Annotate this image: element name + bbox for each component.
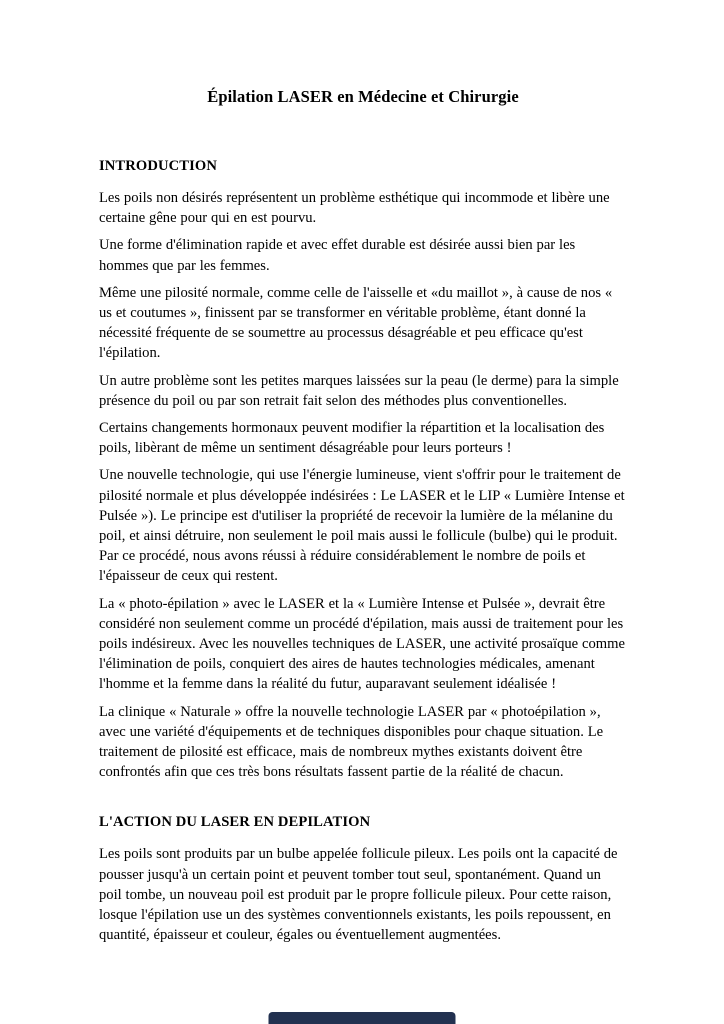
paragraph: Les poils sont produits par un bulbe appelée follicule pileux. Les poils ont la capacité de pousser jusqu'à un certain point et peuvent tomber tout seul, spontanément. Quand un poil tombe, un nouveau poil est produit par le propre follicule pileux. Pour cette raison, losque l'épilation use un des systèmes conventionnels existants, les poils repoussent, en quantité, épaisseur et couleur, égales ou éventuellement augmentées. — [99, 846, 618, 944]
paragraph: Même une pilosité normale, comme celle de l'aisselle et «du maillot », à cause de nos « us et coutumes », finissent par se transformer en véritable problème, étant donné la nécessité fréquente de se soumettre au processus désagréable et peu efficace qu'est l'épilation. — [99, 284, 613, 362]
scroll-indicator-thumb[interactable] — [269, 1012, 456, 1024]
paragraph: Une nouvelle technologie, qui use l'énergie lumineuse, vient s'offrir pour le traitement de pilosité normale et plus développée indésirées : Le LASER et le LIP « Lumière Intense et Pulsée »). Le principe est d'utiliser la propriété de recevoir la lumière de la mélanine du poil, et ainsi détruire, non seulement le poil mais aussi le follicule (bulbe) qui le produit. Par ce procédé, nous avons réussi à réduire considérablement le nombre de poils et l'épaisseur de ceux qui restent. — [99, 467, 625, 585]
section-heading: INTRODUCTION — [99, 158, 217, 174]
document-title: Épilation LASER en Médecine et Chirurgie — [207, 87, 519, 106]
section-laser-action — [99, 812, 627, 945]
section-introduction — [99, 156, 627, 782]
paragraph: Certains changements hormonaux peuvent modifier la répartition et la localisation des poils, libèrant de même un sentiment désagréable pour leurs porteurs ! — [99, 420, 605, 457]
section-heading: L'ACTION DU LASER EN DEPILATION — [99, 814, 371, 831]
paragraph: Un autre problème sont les petites marques laissées sur la peau (le derme) para la simple présence du poil ou par son retrait fait selon des méthodes plus conventionelles. — [99, 372, 619, 409]
paragraph: La clinique « Naturale » offre la nouvelle technologie LASER par « photoépilation », avec une variété d'équipements et de techniques disponibles pour chaque situation. Le traitement de pilosité est efficace, mais de nombreux mythes existants doivent être confrontés afin que ces très bons résultats fassent partie de la réalité de chacun. — [99, 703, 604, 781]
paragraph: La « photo-épilation » avec le LASER et la « Lumière Intense et Pulsée », devrait être considéré non seulement comme un procédé d'épilation, mais aussi de traitement pour les poils indésireux. Avec les nouvelles techniques de LASER, une activité prosaïque comme l'élimination de poils, conquiert des aires de hautes technologies médicales, amenant l'homme et la femme dans la réalité du futur, auparavant seulement idéalisée ! — [99, 595, 625, 693]
paragraph: Les poils non désirés représentent un problème esthétique qui incommode et libère une certaine gêne pour qui en est pourvu. — [99, 190, 610, 227]
paragraph: Une forme d'élimination rapide et avec effet durable est désirée aussi bien par les hommes que par les femmes. — [99, 237, 576, 274]
